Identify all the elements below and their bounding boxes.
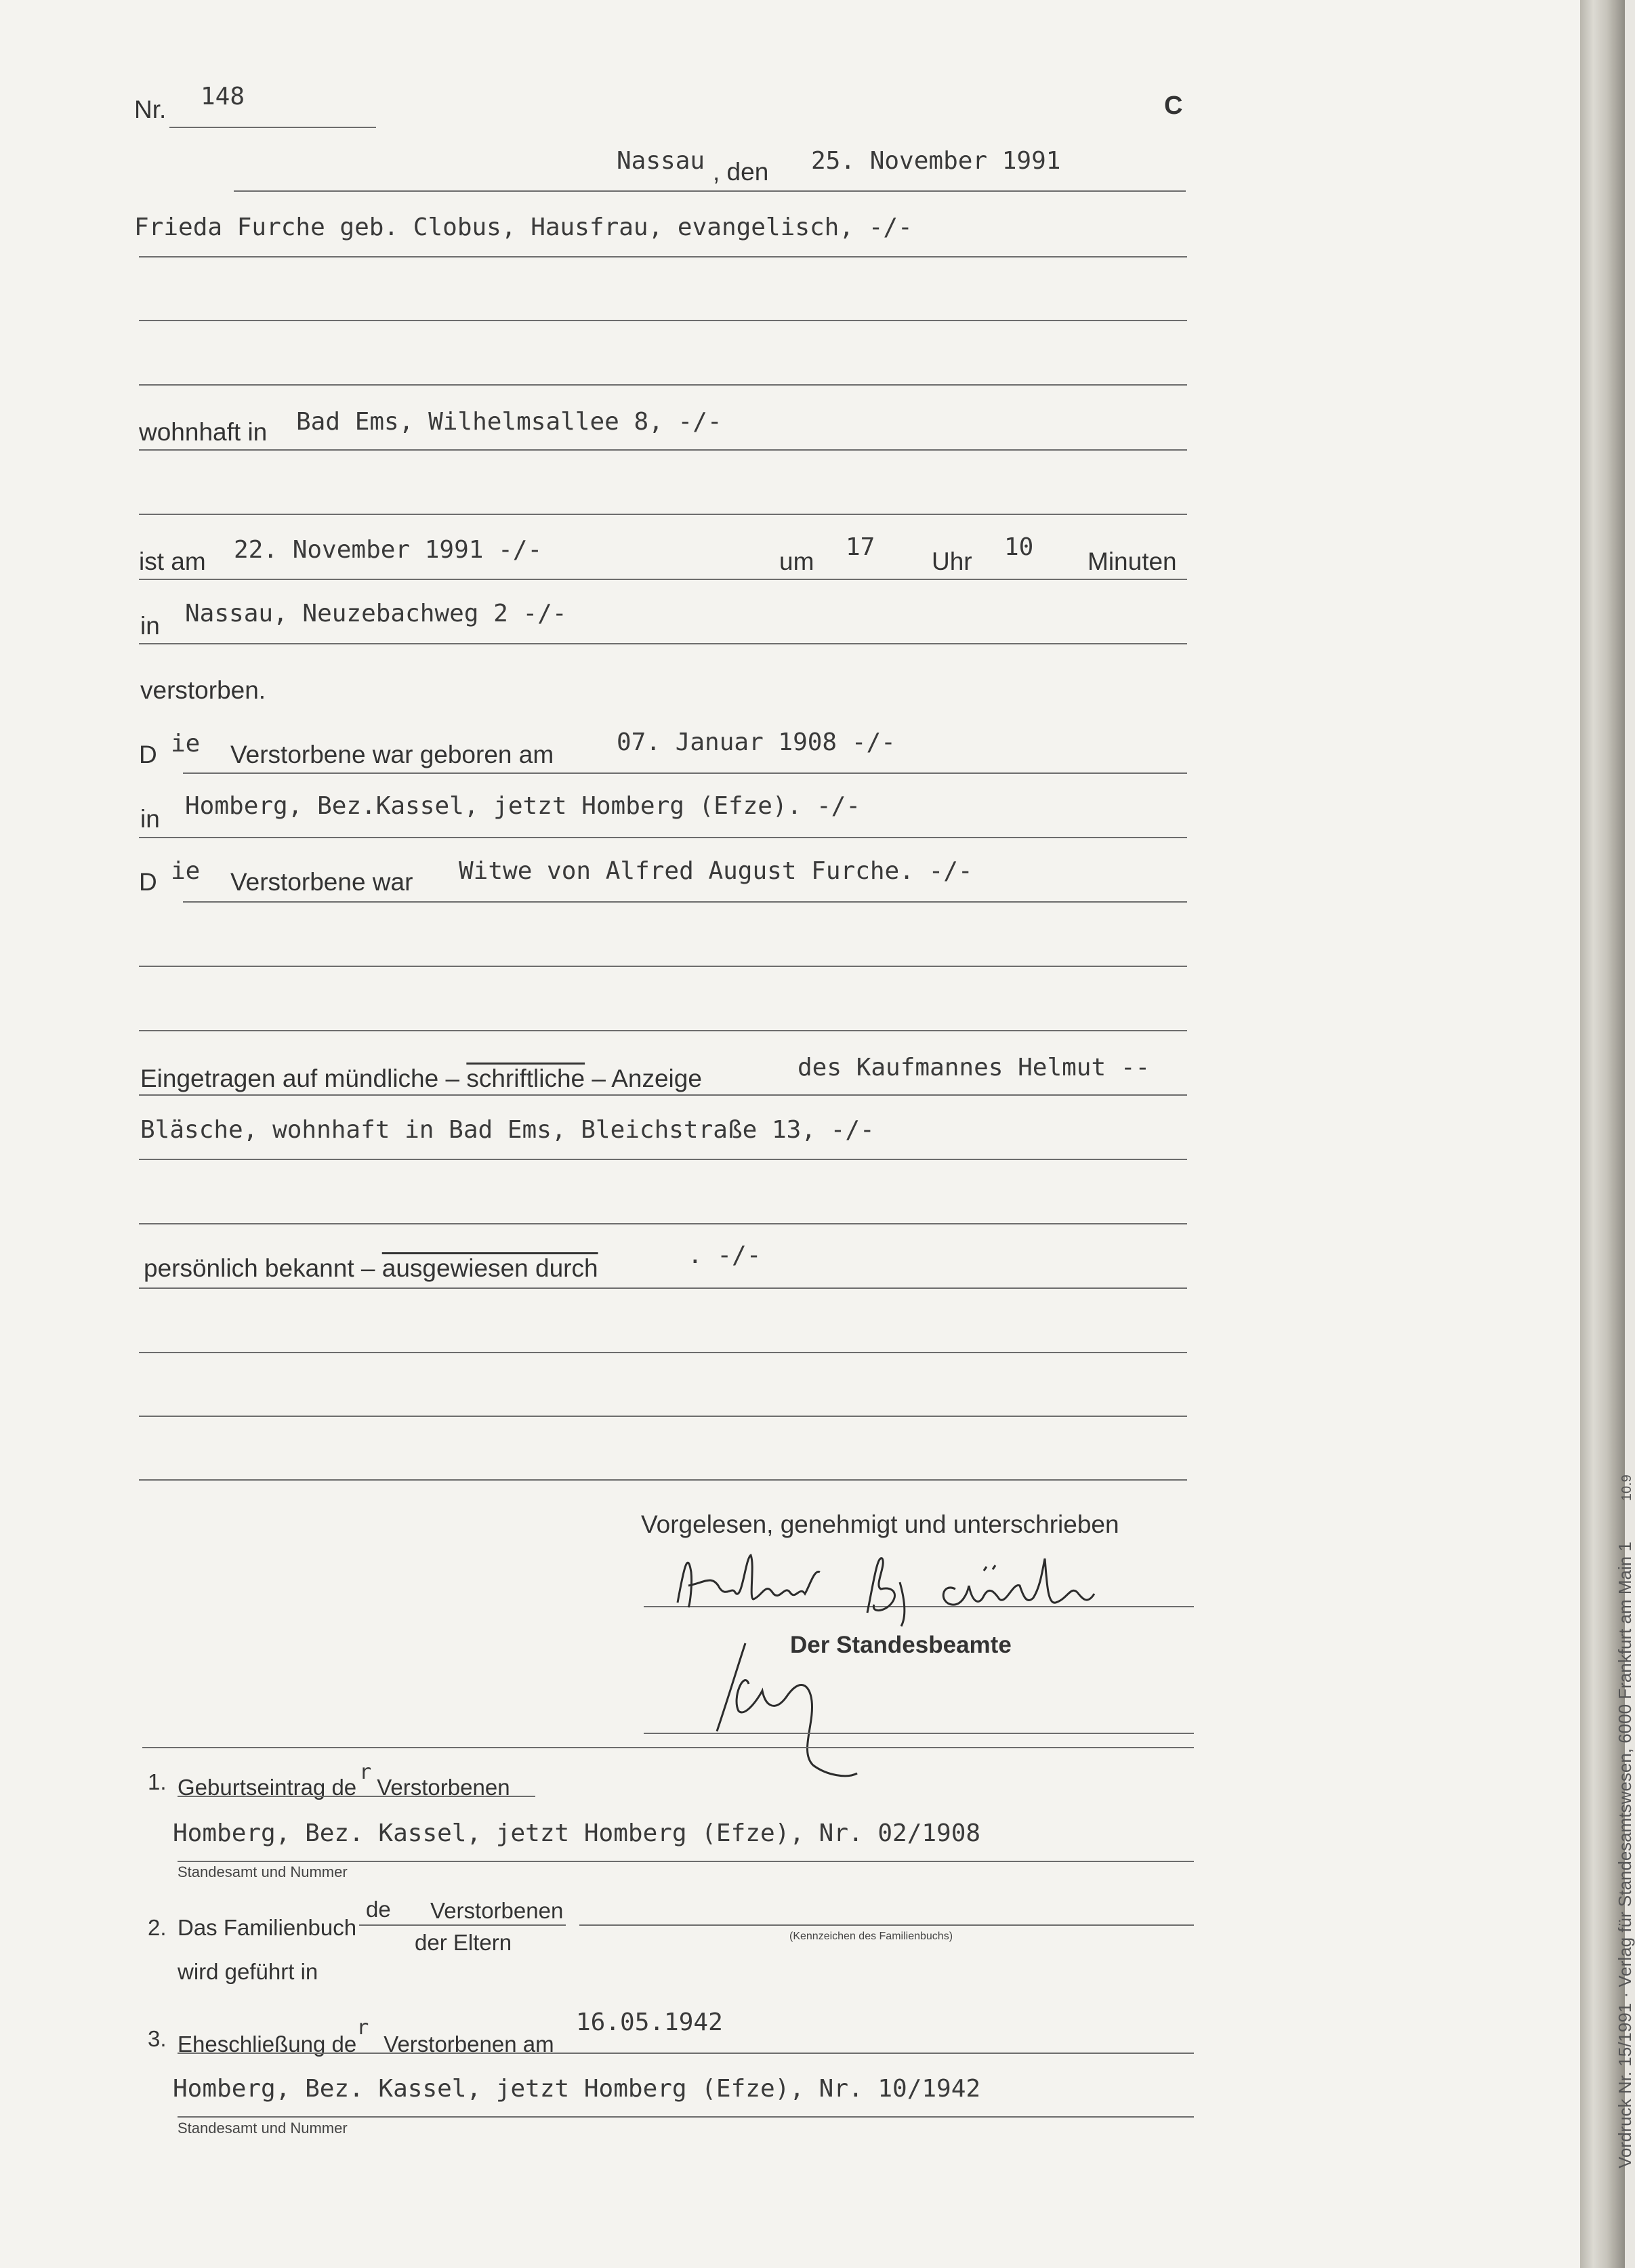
publisher-text: Vordruck Nr. 15/1991 · Verlag für Standesamtswesen, 6000 Frankfurt am Main 1 (1615, 1542, 1635, 2168)
rule (139, 1223, 1187, 1224)
note-3-text-suffix: Verstorbenen am (384, 2032, 554, 2057)
informant-label-struck: schriftliche (466, 1065, 585, 1092)
note-3-marriage-registry: Homberg, Bez. Kassel, jetzt Homberg (Efze), Nr. 10/1942 (173, 2075, 981, 2103)
den-label: , den (713, 158, 769, 186)
identification-label-prefix: persönlich bekannt – (144, 1254, 375, 1282)
note-1-caption: Standesamt und Nummer (178, 1863, 348, 1880)
form-code: 10.9 (1619, 1475, 1634, 1502)
marital-status: Witwe von Alfred August Furche. -/- (459, 857, 973, 885)
rule (359, 1924, 566, 1926)
um-label: um (779, 548, 814, 575)
rule (139, 1094, 1187, 1096)
nr-label: Nr. (134, 96, 167, 123)
note-1-sup: r (359, 1760, 372, 1784)
registrar-signature-line (644, 1733, 1194, 1734)
informant-line-2: Bläsche, wohnhaft in Bad Ems, Bleichstraße 13, -/- (140, 1116, 875, 1144)
rule (139, 1030, 1187, 1031)
registration-place: Nassau (617, 147, 705, 175)
note-1-number: 1. (148, 1769, 167, 1794)
rule (139, 449, 1187, 451)
note-2-caption: (Kennzeichen des Familienbuchs) (789, 1931, 953, 1942)
rule (234, 190, 1186, 192)
rule (183, 901, 1187, 903)
death-date-label: ist am (139, 548, 206, 575)
marital-d-suffix: ie (171, 857, 201, 885)
rule (169, 127, 376, 128)
identification-label-struck: ausgewiesen durch (381, 1254, 598, 1282)
publisher-imprint (1616, 1475, 1634, 2168)
birth-d-suffix: ie (171, 730, 201, 758)
rule (139, 579, 1187, 580)
birth-date: 07. Januar 1908 -/- (617, 728, 896, 756)
residence-label: wohnhaft in (139, 418, 268, 446)
note-2-wird: wird geführt in (178, 1959, 318, 1984)
entry-number: 148 (201, 83, 245, 110)
form-letter: C (1164, 91, 1183, 120)
informant-label-suffix: – Anzeige (592, 1065, 702, 1092)
death-hour: 17 (846, 533, 875, 561)
uhr-label: Uhr (932, 548, 972, 575)
verstorben-label: verstorben. (140, 676, 266, 704)
identification-value: . -/- (688, 1241, 762, 1269)
note-2-eltern: der Eltern (415, 1930, 512, 1955)
informant-signature (671, 1545, 1159, 1620)
informant-signature-name: Helmut Bläsche (671, 1544, 682, 1546)
death-date: 22. November 1991 -/- (234, 536, 543, 564)
rule (139, 514, 1187, 515)
birth-date-label: Verstorbene war geboren am (230, 741, 554, 768)
marital-label: Verstorbene war (230, 868, 413, 896)
note-1-text-prefix: Geburtseintrag de (178, 1775, 357, 1800)
death-place: Nassau, Neuzebachweg 2 -/- (185, 600, 567, 627)
marital-d-label: D (139, 868, 157, 896)
birth-place-label: in (140, 805, 160, 833)
registrar-signature (698, 1623, 982, 1786)
note-3-marriage-date: 16.05.1942 (576, 2008, 723, 2036)
note-2-verstorbenen: Verstorbenen (430, 1898, 564, 1923)
rule (139, 1159, 1187, 1160)
rule (183, 772, 1187, 774)
identification-label (144, 1256, 598, 1281)
death-minute: 10 (1004, 533, 1034, 561)
registrar-label: Der Standesbeamte (790, 1632, 1012, 1658)
note-3-number: 3. (148, 2026, 167, 2051)
note-3-heading (178, 2016, 554, 2057)
rule (139, 320, 1187, 321)
rule (178, 2116, 1194, 2118)
rule (139, 1287, 1187, 1289)
rule (139, 256, 1187, 257)
informant-line-1: des Kaufmannes Helmut -- (798, 1054, 1151, 1081)
informant-label-prefix: Eingetragen auf mündliche – (140, 1065, 460, 1092)
section-divider (142, 1747, 1194, 1748)
deceased-name-line: Frieda Furche geb. Clobus, Hausfrau, evangelisch, -/- (134, 213, 913, 241)
rule (139, 1352, 1187, 1353)
registration-date: 25. November 1991 (811, 147, 1061, 175)
rule (139, 1416, 1187, 1417)
rule (178, 1796, 535, 1797)
rule (139, 1479, 1187, 1481)
rule (139, 966, 1187, 967)
rule (178, 2053, 1194, 2054)
informant-label (140, 1066, 702, 1091)
residence-value: Bad Ems, Wilhelmsallee 8, -/- (296, 408, 722, 436)
note-1-birth-registry: Homberg, Bez. Kassel, jetzt Homberg (Efze), Nr. 02/1908 (173, 1819, 981, 1847)
note-1-heading (178, 1760, 510, 1800)
birth-d-label: D (139, 741, 157, 768)
note-2-de: de (366, 1897, 391, 1922)
death-place-label: in (140, 612, 160, 640)
rule (139, 643, 1187, 644)
rule (139, 384, 1187, 386)
rule (178, 1861, 1194, 1862)
rule (139, 837, 1187, 838)
note-1-text-suffix: Verstorbenen (377, 1775, 510, 1800)
note-2-number: 2. (148, 1915, 167, 1940)
note-2-text: Das Familienbuch (178, 1915, 357, 1940)
note-3-sup: r (356, 2016, 369, 2040)
birth-place: Homberg, Bez.Kassel, jetzt Homberg (Efze). -/- (185, 792, 861, 820)
family-book-field (579, 1924, 1194, 1926)
read-approved-signed-label: Vorgelesen, genehmigt und unterschrieben (641, 1510, 1119, 1538)
note-3-caption: Standesamt und Nummer (178, 2120, 348, 2137)
minuten-label: Minuten (1088, 548, 1177, 575)
note-3-text-prefix: Eheschließung de (178, 2032, 357, 2057)
